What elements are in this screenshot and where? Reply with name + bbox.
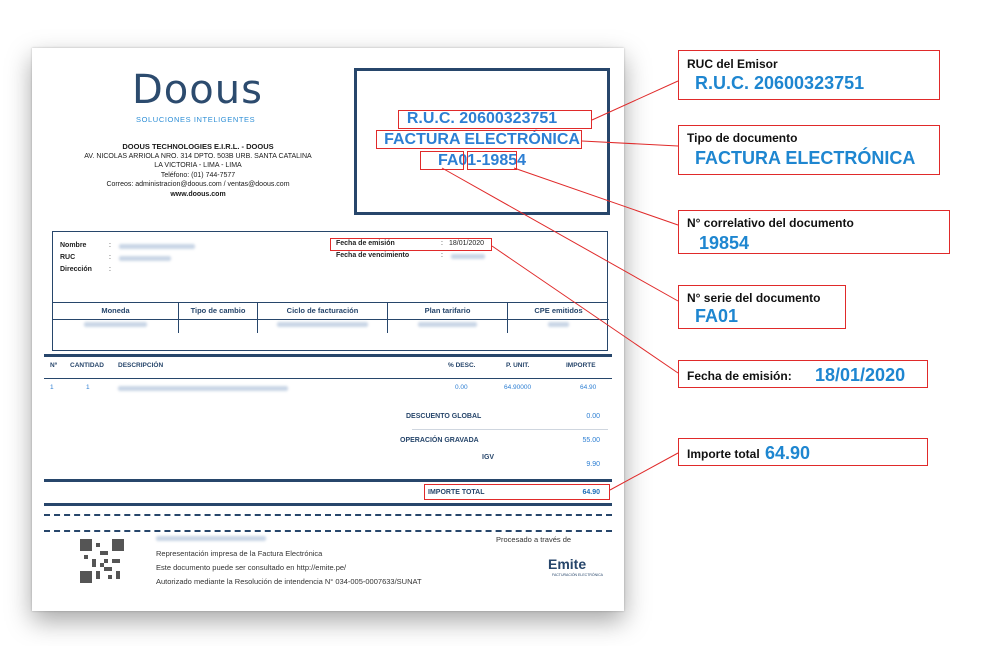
col-desc: % DESC. — [448, 362, 476, 369]
op-gravada-value: 55.00 — [582, 437, 600, 444]
row-importe: 64.90 — [580, 384, 597, 391]
callout-importe-title: Importe total — [687, 447, 760, 461]
row-desc: 0.00 — [455, 384, 468, 391]
colon: : — [109, 266, 111, 273]
col-n: Nº — [50, 362, 58, 369]
company-phone: Teléfono: (01) 744-7577 — [160, 171, 236, 179]
callout-correlativo-title: N° correlativo del documento — [687, 216, 854, 230]
logo-subtitle: SOLUCIONES INTELIGENTES — [136, 115, 256, 124]
callout-doctype — [678, 125, 940, 175]
correlativo: 19854 — [481, 152, 527, 169]
logo-text: Doous — [132, 67, 263, 113]
descuento-global-label: DESCUENTO GLOBAL — [406, 413, 482, 420]
callout-serie-title: N° serie del documento — [687, 291, 821, 305]
company-address-1: AV. NICOLAS ARRIOLA NRO. 314 DPTO. 503B URB. SANTA CATALINA — [84, 152, 312, 160]
company-website: www.doous.com — [170, 190, 226, 198]
emite-logo: Emite — [548, 556, 587, 572]
row-punit: 64.90000 — [504, 384, 532, 391]
ruc-number: R.U.C. 20600323751 — [406, 110, 558, 127]
label-fecha-vencimiento: Fecha de vencimiento — [336, 252, 410, 259]
header-moneda: Moneda — [101, 306, 130, 315]
footer-autorizado: Autorizado mediante la Resolución de intendencia N° 034-005-0007633/SUNAT — [156, 577, 422, 586]
importe-total-value: 64.90 — [582, 489, 600, 496]
callout-ruc — [678, 50, 940, 100]
footer-procesado: Procesado a través de — [496, 535, 572, 544]
callout-serie-value: FA01 — [695, 306, 739, 326]
document-type: FACTURA ELECTRÓNICA — [384, 131, 580, 148]
op-gravada-label: OPERACIÓN GRAVADA — [400, 437, 479, 444]
ruc-connector — [592, 81, 678, 120]
col-importe: IMPORTE — [566, 362, 596, 369]
row-cantidad: 1 — [86, 384, 90, 391]
label-fecha-emision: Fecha de emisión — [336, 240, 395, 247]
callout-serie — [678, 285, 846, 329]
correlativo-connector — [514, 168, 678, 225]
callout-doctype-title: Tipo de documento — [687, 131, 798, 145]
colon: : — [109, 242, 111, 249]
importe-connector — [610, 453, 678, 490]
footer-representacion: Representación impresa de la Factura Electrónica — [156, 549, 323, 558]
col-punit: P. UNIT. — [506, 362, 530, 369]
footer-consulta: Este documento puede ser consultado en http://emite.pe/ — [156, 563, 347, 572]
igv-value: 9.90 — [586, 461, 600, 468]
callout-fecha-title: Fecha de emisión: — [687, 369, 792, 383]
callout-importe-value: 64.90 — [765, 443, 811, 463]
header-tipo-cambio: Tipo de cambio — [190, 306, 246, 315]
fecha-emision: 18/01/2020 — [449, 240, 485, 247]
colon: : — [109, 254, 111, 261]
col-cantidad: CANTIDAD — [70, 362, 104, 369]
descuento-global-value: 0.00 — [586, 413, 600, 420]
callout-correlativo — [678, 210, 950, 254]
doctype-connector — [582, 141, 678, 146]
callout-importe — [678, 438, 928, 466]
callout-correlativo-value: 19854 — [699, 233, 750, 253]
header-ciclo: Ciclo de facturación — [286, 306, 359, 315]
colon: : — [441, 252, 443, 259]
dash: - — [476, 152, 482, 169]
importe-total-label: IMPORTE TOTAL — [428, 489, 485, 496]
label-nombre: Nombre — [60, 242, 87, 249]
row-n: 1 — [50, 384, 54, 391]
company-name: DOOUS TECHNOLOGIES E.I.R.L. - DOOUS — [122, 142, 274, 151]
emite-subtitle: FACTURACIÓN ELECTRÓNICA — [552, 573, 603, 577]
callout-doctype-value: FACTURA ELECTRÓNICA — [695, 148, 916, 168]
header-plan: Plan tarifario — [424, 306, 471, 315]
label-direccion: Dirección — [60, 266, 92, 273]
company-address-2: LA VICTORIA - LIMA - LIMA — [154, 162, 242, 170]
colon: : — [441, 240, 443, 247]
igv-label: IGV — [482, 454, 495, 461]
callout-fecha-value: 18/01/2020 — [815, 365, 906, 385]
label-ruc: RUC — [60, 254, 76, 261]
fecha-connector — [492, 246, 678, 373]
header-cpe: CPE emitidos — [534, 306, 583, 315]
serie: FA01 — [437, 152, 477, 169]
callout-ruc-value: R.U.C. 20600323751 — [695, 73, 865, 93]
callout-fecha — [678, 360, 928, 388]
col-descripcion: DESCRIPCIÓN — [118, 362, 164, 369]
serie-connector — [442, 168, 678, 301]
company-emails: Correos: administracion@doous.com / ventas@doous.com — [106, 181, 290, 189]
callout-ruc-title: RUC del Emisor — [687, 57, 778, 71]
